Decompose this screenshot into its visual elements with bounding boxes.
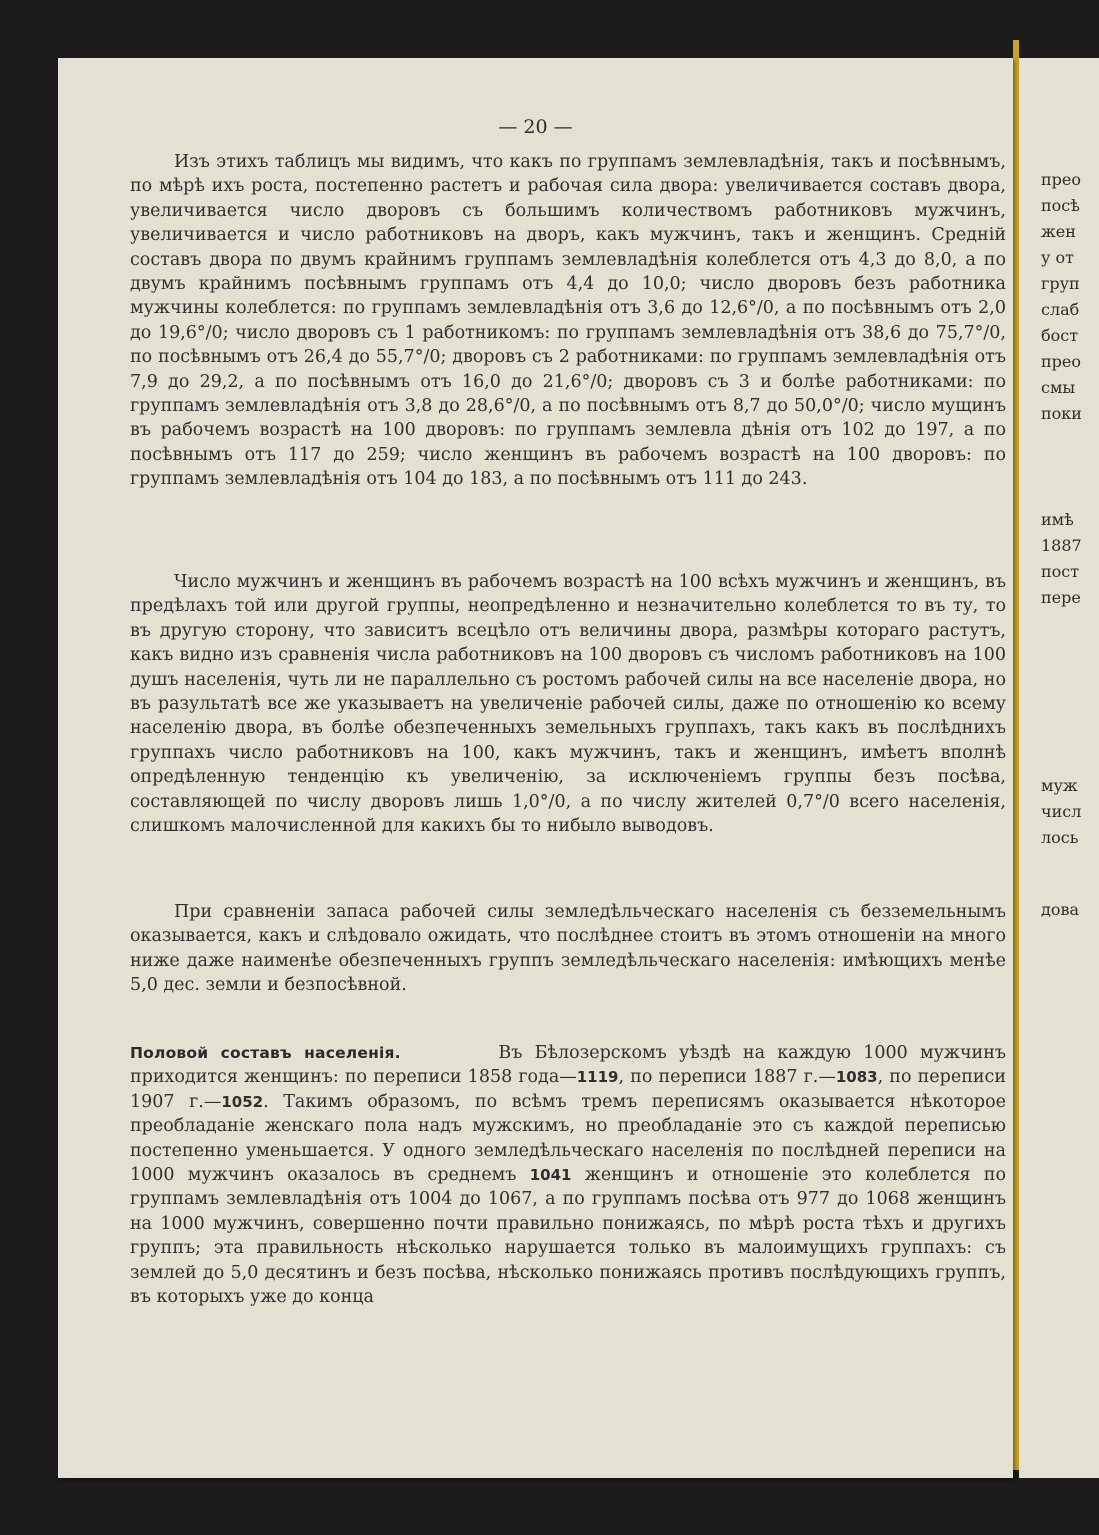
adjacent-page-fragment: пере xyxy=(1041,588,1081,607)
adjacent-page-fragment: слаб xyxy=(1041,300,1080,319)
paragraph-1: Изъ этихъ таблицъ мы видимъ, что какъ по группамъ землевладѣнія, такъ и посѣвнымъ, по мѣрѣ ихъ роста, постепенно растетъ и рабочая сила двора: увеличивается составъ двора, увеличивается число дворовъ съ большимъ количествомъ работниковъ мужчинъ, увеличивается и число работниковъ на дворъ, какъ мужчинъ, такъ и женщинъ. Средній составъ двора по двумъ крайнимъ группамъ землевладѣнія колеблется отъ 4,3 до 8,0, а по двумъ крайнимъ посѣвнымъ группамъ отъ 4,4 до 10,0; число дворовъ безъ работника мужчины колеблется: по группамъ землевладѣнія отъ 3,6 до 12,6°/0, а по посѣвнымъ отъ 2,0 до 19,6°/0; число дворовъ съ 1 работникомъ: по группамъ землевладѣнія отъ 38,6 до 75,7°/0, по посѣвнымъ отъ 26,4 до 55,7°/0; дворовъ съ 2 работниками: по группамъ землевладѣнія отъ 7,9 до 29,2, а по посѣвнымъ отъ 16,0 до 21,6°/0; дворовъ съ 3 и болѣе работниками: по группамъ землевладѣнія отъ 3,8 до 28,6°/0, а по посѣвнымъ отъ 8,7 до 50,0°/0; число мущинъ въ рабочемъ возрастѣ на 100 дворовъ: по группамъ землевла дѣнія отъ 102 до 197, а по посѣвнымъ отъ 117 до 259; число женщинъ въ рабочемъ возрастѣ на 100 дворовъ: по группамъ землевладѣнія отъ 104 до 183, а по посѣвнымъ отъ 111 до 243. xyxy=(130,152,1006,490)
section-heading: Половой составъ населенія. xyxy=(130,1044,401,1062)
adjacent-page-edge xyxy=(1019,58,1099,1478)
adjacent-page-fragment: дова xyxy=(1041,900,1080,919)
adjacent-page-fragment: жен xyxy=(1041,222,1076,241)
adjacent-page-fragment: имѣ xyxy=(1041,510,1074,529)
adjacent-page-fragment: лось xyxy=(1041,828,1079,847)
section-paragraph: Половой составъ населенія. Въ Бѣлозерскомъ уѣздѣ на каждую 1000 мужчинъ приходится женщинъ: по переписи 1858 года—1119, по переписи 1887 г.—1083, по переписи 1907 г.—1052. Такимъ образомъ, по всѣмъ тремъ переписямъ оказывается нѣкоторое преобладаніе женскаго пола надъ мужскимъ, но преобладаніе это съ каждой переписью постепенно уменьшается. У одного земледѣльческаго населенія по послѣдней переписи на 1000 мужчинъ оказалось въ среднемъ 1041 женщинъ и отношеніе это колеблется по группамъ землевладѣнія отъ 1004 до 1067, а по группамъ посѣва отъ 977 до 1068 женщинъ на 1000 мужчинъ, совершенно почти правильно понижаясь, по мѣрѣ роста тѣхъ и другихъ группъ; эта правильность нѣсколько нарушается только въ малоимущихъ группахъ: съ землей до 5,0 десятинъ и безъ посѣва, нѣсколько понижаясь противъ послѣдующихъ группъ, въ которыхъ уже до конца xyxy=(130,1043,1006,1308)
paragraph-3: При сравненіи запаса рабочей силы земледѣльческаго населенія съ безземельнымъ оказывается, какъ и слѣдовало ожидать, что послѣднее стоитъ въ этомъ отношеніи на много ниже даже наименѣе обезпеченныхъ группъ земледѣльческаго населенія: имѣющихъ менѣе 5,0 дес. земли и безпосѣвной. xyxy=(130,902,1006,996)
adjacent-page-fragment: у от xyxy=(1041,248,1074,267)
adjacent-page-fragment: поки xyxy=(1041,404,1082,423)
adjacent-page-fragment: прео xyxy=(1041,170,1082,189)
adjacent-page-fragment: груп xyxy=(1041,274,1080,293)
adjacent-page-fragment: смы xyxy=(1041,378,1076,397)
adjacent-page-fragment: пост xyxy=(1041,562,1080,581)
document-page xyxy=(58,58,1013,1478)
adjacent-page-fragment: 1887 xyxy=(1041,536,1082,555)
paragraph-2: Число мужчинъ и женщинъ въ рабочемъ возрастѣ на 100 всѣхъ мужчинъ и женщинъ, въ предѣлахъ той или другой группы, неопредѣленно и незначительно колеблется то въ ту, то въ другую сторону, что зависитъ всецѣло отъ величины двора, размѣры котораго растутъ, какъ видно изъ сравненія числа работниковъ на 100 дворовъ съ числомъ работниковъ на 100 душъ населенія, чуть ли не параллельно съ ростомъ рабочей силы на все населеніе двора, но въ разультатѣ все же указываетъ на увеличеніе рабочей силы, даже по отношенію ко всему населенію двора, въ болѣе обезпеченныхъ земельныхъ группахъ, такъ какъ въ послѣднихъ группахъ число работниковъ на 100, какъ мужчинъ, такъ и женщинъ, имѣетъ вполнѣ опредѣленную тенденцію къ увеличенію, за исключеніемъ группы безъ посѣва, составляющей по числу дворовъ лишь 1,0°/0, а по числу жителей 0,7°/0 всего населенія, слишкомъ малочисленной для какихъ бы то нибыло выводовъ. xyxy=(130,572,1006,837)
adjacent-page-fragment: бост xyxy=(1041,326,1079,345)
adjacent-page-fragment: посѣ xyxy=(1041,196,1080,215)
adjacent-page-fragment: числ xyxy=(1041,802,1082,821)
page-number: — 20 — xyxy=(498,116,573,138)
adjacent-page-fragment: муж xyxy=(1041,776,1078,795)
adjacent-page-fragment: прео xyxy=(1041,352,1082,371)
